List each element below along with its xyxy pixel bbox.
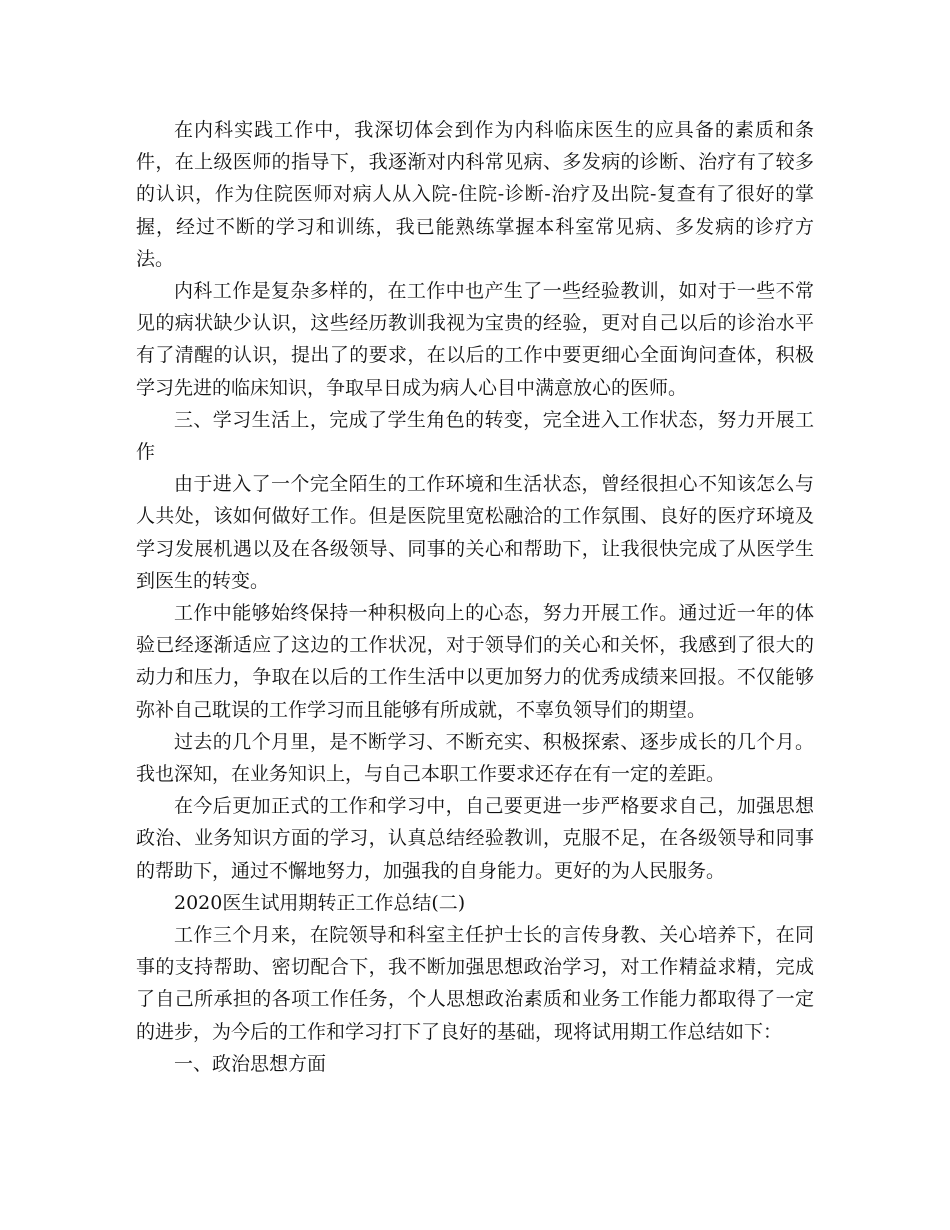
document-page bbox=[136, 114, 814, 1080]
section-heading-political-thought: 一、政治思想方面 bbox=[174, 1052, 327, 1075]
paragraph-future-plans: 在今后更加正式的工作和学习中，自己要更进一步严格要求自己，加强思想政治、业务知识方面的学习，认真总结经验教训，克服不足，在各级领导和同事的帮助下，通过不懈地努力，加强我的自身能力。更好的为人民服务。 bbox=[136, 795, 814, 882]
paragraph-three-months-summary: 工作三个月来，在院领导和科室主任护士长的言传身教、关心培养下，在同事的支持帮助、密切配合下，我不断加强思想政治学习，对工作精益求精，完成了自己所承担的各项工作任务，个人思想政治素质和业务工作能力都取得了一定的进步，为今后的工作和学习打下了良好的基础，现将试用期工作总结如下： bbox=[136, 924, 814, 1043]
paragraph-lessons-learned: 内科工作是复杂多样的，在工作中也产生了一些经验教训，如对于一些不常见的病状缺少认识，这些经历教训我视为宝贵的经验，更对自己以后的诊治水平有了清醒的认识，提出了的要求，在以后的工作中要更细心全面询问查体，积极学习先进的临床知识，争取早日成为病人心目中满意放心的医师。 bbox=[136, 280, 814, 399]
paragraph-new-environment: 由于进入了一个完全陌生的工作环境和生活状态，曾经很担心不知该怎么与人共处，该如何做好工作。但是医院里宽松融洽的工作氛围、良好的医疗环境及学习发展机遇以及在各级领导、同事的关心和帮助下，让我很快完成了从医学生到医生的转变。 bbox=[136, 473, 814, 592]
document-subtitle: 2020医生试用期转正工作总结(二) bbox=[174, 891, 466, 914]
paragraph-internal-medicine-practice: 在内科实践工作中，我深切体会到作为内科临床医生的应具备的素质和条件，在上级医师的指导下，我逐渐对内科常见病、多发病的诊断、治疗有了较多的认识，作为住院医师对病人从入院-住院-诊断-治疗及出院-复查有了很好的掌握，经过不断的学习和训练，我已能熟练掌握本科室常见病、多发病的诊疗方法。 bbox=[136, 119, 814, 270]
paragraph-past-months: 过去的几个月里，是不断学习、不断充实、积极探索、逐步成长的几个月。我也深知，在业务知识上，与自己本职工作要求还存在有一定的差距。 bbox=[136, 730, 814, 786]
section-heading-study-life: 三、学习生活上，完成了学生角色的转变，完全进入工作状态，努力开展工作 bbox=[136, 408, 814, 464]
paragraph-positive-attitude: 工作中能够始终保持一种积极向上的心态，努力开展工作。通过近一年的体验已经逐渐适应了这边的工作状况，对于领导们的关心和关怀，我感到了很大的动力和压力，争取在以后的工作生活中以更加努力的优秀成绩来回报。不仅能够弥补自己耽误的工作学习而且能够有所成就，不辜负领导们的期望。 bbox=[136, 602, 814, 721]
